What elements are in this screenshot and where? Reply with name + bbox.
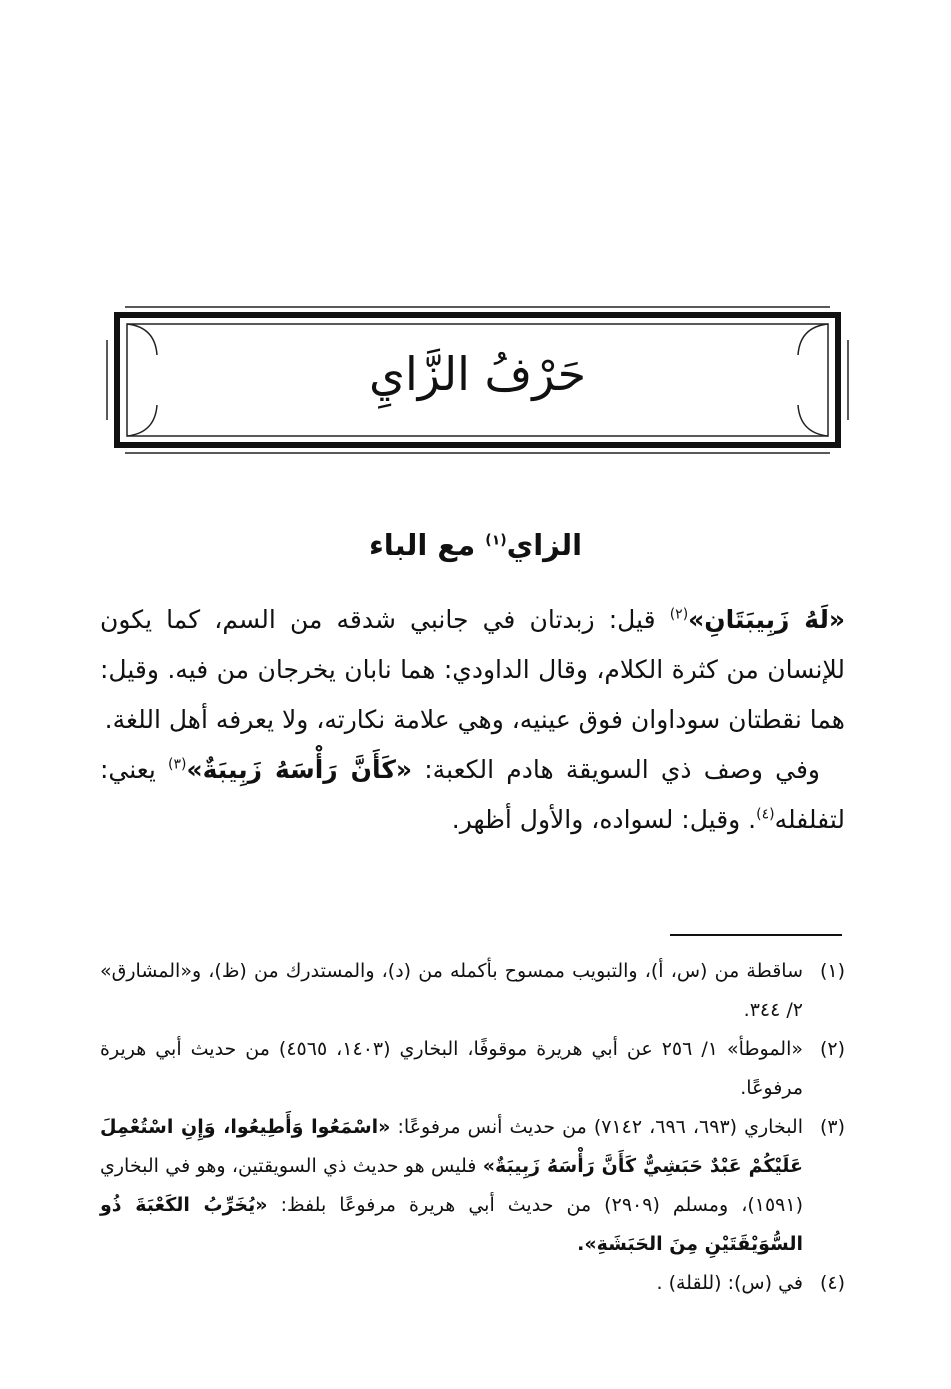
main-text bbox=[100, 595, 845, 845]
paragraph-lead: وفي وصف ذي السويقة هادم الكعبة: bbox=[424, 755, 820, 784]
hadith-quote: «اسْمَعُوا وَأَطِيعُوا، وَإِنِ اسْتُعْمِلَ عَلَيْكُمْ عَبْدٌ حَبَشِيٌّ كَأَنَّ رَأْسَهُ زَبِيبَةٌ» bbox=[100, 1116, 804, 1177]
chapter-title: حَرْفُ الزَّايِ bbox=[368, 347, 587, 401]
footnote-number: (٣) bbox=[819, 1116, 845, 1138]
section-heading bbox=[0, 528, 951, 562]
footnote-2 bbox=[100, 1030, 845, 1108]
paragraph-mid: يعني: لتفلفله bbox=[100, 755, 845, 834]
footnote-3 bbox=[100, 1108, 845, 1264]
paragraph-1 bbox=[100, 595, 845, 745]
footnote-ref: (٢) bbox=[669, 606, 689, 623]
section-heading-rest: مع الباء bbox=[368, 528, 476, 562]
hadith-quote: «يُخَرِّبُ الكَعْبَةَ ذُو السُّوَيْقَتَيْنِ مِنَ الحَبَشَةِ». bbox=[100, 1194, 803, 1255]
chapter-title-frame bbox=[105, 305, 850, 455]
footnote-ref: (٤) bbox=[756, 806, 775, 823]
footnote-number: (١) bbox=[819, 960, 845, 982]
section-heading-main: الزاي bbox=[506, 528, 583, 562]
footnote-text: «الموطأ» ١/ ٢٥٦ عن أبي هريرة موقوفًا، البخاري (١٤٠٣، ٤٥٦٥) من حديث أبي هريرة مرفوعًا. bbox=[100, 1038, 803, 1099]
footnote-number: (٤) bbox=[819, 1272, 845, 1294]
paragraph-2 bbox=[100, 745, 845, 845]
footnote-ref: (١) bbox=[485, 532, 507, 549]
footnote-text: في (س): (للقلة) . bbox=[656, 1272, 803, 1294]
footnote-text bbox=[100, 1108, 803, 1264]
footnote-text: ساقطة من (س، أ)، والتبويب ممسوح بأكمله من (د)، والمستدرك من (ظ)، و«المشارق» ٢/ ٣٤٤. bbox=[100, 960, 803, 1021]
footnote-number: (٢) bbox=[819, 1038, 845, 1060]
hadith-quote: «لَهُ زَبِيبَتَانِ» bbox=[688, 605, 846, 634]
paragraph-tail: . وقيل: لسواده، والأول أظهر. bbox=[451, 805, 757, 834]
hadith-quote: «كَأَنَّ رَأْسَهُ زَبِيبَةٌ» bbox=[186, 755, 413, 784]
footnote-separator bbox=[670, 934, 842, 936]
footnote-text-b: فليس هو حديث ذي السويقتين، وهو في البخاري (١٥٩١)، ومسلم (٢٩٠٩) من حديث أبي هريرة مرفوعًا بلفظ: bbox=[100, 1155, 803, 1216]
footnote-1 bbox=[100, 952, 845, 1030]
footnote-ref: (٣) bbox=[168, 756, 187, 773]
footnote-4 bbox=[100, 1264, 845, 1303]
paragraph-text: قيل: زبدتان في جانبي شدقه من السم، كما يكون للإنسان من كثرة الكلام، وقال الداودي: هما نابان يخرجان من فيه. وقيل: هما نقطتان سوداوان فوق عينيه، وهي علامة نكارته، ولا يعرفه أهل اللغة. bbox=[100, 605, 845, 734]
footnotes bbox=[100, 952, 845, 1303]
footnote-text-a: البخاري (٦٩٣، ٦٩٦، ٧١٤٢) من حديث أنس مرفوعًا: bbox=[397, 1116, 804, 1138]
